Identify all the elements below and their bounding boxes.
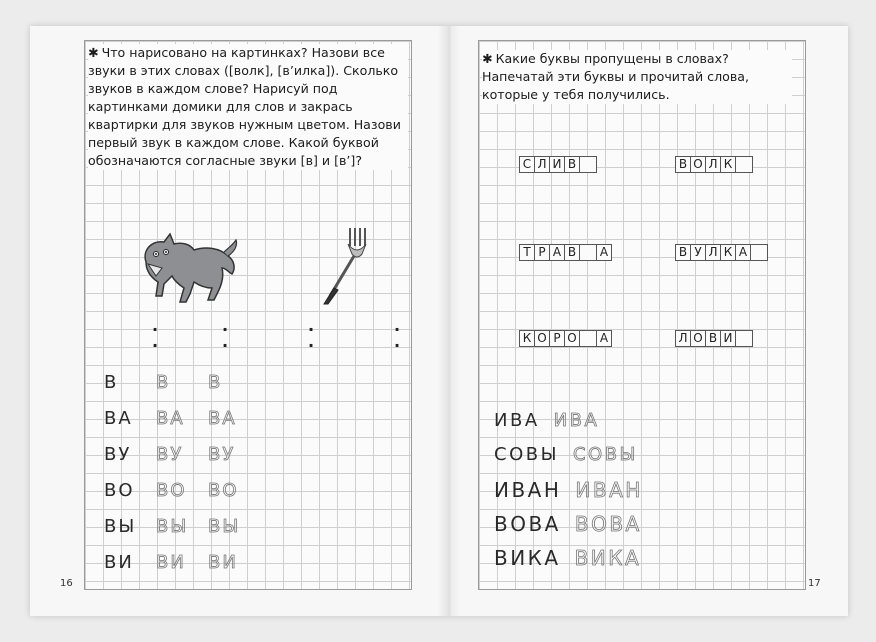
- letter-cell: С: [519, 156, 535, 173]
- sound-dot: ·: [222, 336, 229, 355]
- practice-solid: ВЫ: [104, 516, 137, 537]
- reading-solid: ИВА: [494, 410, 540, 431]
- practice-solid: ВА: [104, 408, 133, 429]
- left-page: [30, 26, 434, 616]
- practice-row: [104, 444, 260, 468]
- sound-dot: ·: [394, 336, 401, 355]
- right-task-body: Какие буквы пропущены в словах? Напечатай эти буквы и прочитай слова, которые у тебя получились.: [482, 51, 750, 102]
- sound-dot: ·: [152, 336, 159, 355]
- practice-dotted: ВО: [208, 480, 239, 501]
- reading-dotted: ВИКА: [574, 546, 642, 570]
- letter-cell: И: [549, 156, 565, 173]
- letter-cell: В: [675, 156, 691, 173]
- practice-dotted: В: [156, 372, 171, 393]
- task-star-icon: ✱: [482, 51, 493, 66]
- missing-letter-cell[interactable]: [579, 156, 597, 173]
- left-task-body: Что нарисовано на картинках? Назови все звуки в этих словах ([волк], [в’илка]). Сколько звуков в каждом слове? Нарисуй под картинками домики для слов и закрась квартирки для звуков нужным цветом. Назови первый звук в каждом слове. Какой буквой обозначаются согласные звуки [в] и [в’]?: [88, 45, 401, 168]
- sound-dot: ·: [394, 320, 401, 339]
- reading-row: [494, 546, 641, 570]
- reading-dotted: ВОВА: [574, 512, 642, 536]
- practice-row: [104, 552, 260, 576]
- practice-solid: ВИ: [104, 552, 134, 573]
- reading-solid: ИВАН: [494, 478, 562, 502]
- practice-dotted: ВУ: [156, 444, 184, 465]
- letter-cell: Р: [534, 244, 550, 261]
- practice-dotted: ВА: [156, 408, 185, 429]
- letter-cell: У: [690, 244, 706, 261]
- word-boxes: [520, 330, 612, 346]
- word-boxes: [676, 156, 753, 172]
- practice-row: [104, 516, 260, 540]
- word-boxes: [676, 244, 768, 260]
- practice-solid: ВО: [104, 480, 135, 501]
- right-page-grid: [478, 40, 806, 590]
- book-spread: [30, 26, 848, 616]
- letter-cell: О: [690, 156, 706, 173]
- practice-dotted: ВИ: [208, 552, 238, 573]
- reading-row: [494, 478, 643, 502]
- letter-cell: К: [720, 244, 736, 261]
- reading-row: [494, 444, 638, 468]
- practice-solid: ВУ: [104, 444, 132, 465]
- right-task-text: [482, 50, 792, 104]
- sound-dot: ·: [152, 320, 159, 339]
- letter-cell: И: [720, 330, 736, 347]
- letter-cell: О: [690, 330, 706, 347]
- practice-dotted: ВУ: [208, 444, 236, 465]
- reading-solid: СОВЫ: [494, 444, 559, 465]
- letter-cell: В: [705, 330, 721, 347]
- practice-row: [104, 408, 260, 432]
- word-boxes: [520, 244, 612, 260]
- sound-dot: ·: [308, 336, 315, 355]
- letter-cell: В: [564, 244, 580, 261]
- missing-letter-cell[interactable]: [750, 244, 768, 261]
- reading-dotted: ИВА: [553, 410, 600, 431]
- practice-dotted: ВА: [208, 408, 237, 429]
- letter-cell: Р: [549, 330, 565, 347]
- task-star-icon: ✱: [88, 45, 99, 60]
- reading-solid: ВИКА: [494, 546, 561, 570]
- letter-cell: Л: [705, 156, 721, 173]
- practice-dotted: В: [208, 372, 223, 393]
- sound-dot: ·: [308, 320, 315, 339]
- letter-cell: А: [596, 244, 612, 261]
- word-boxes: [676, 330, 753, 346]
- practice-dotted: ВИ: [156, 552, 186, 573]
- letter-cell: К: [519, 330, 535, 347]
- letter-cell: Т: [519, 244, 535, 261]
- sound-dot: ·: [222, 320, 229, 339]
- letter-cell: О: [534, 330, 550, 347]
- letter-cell: Л: [705, 244, 721, 261]
- wolf-illustration: [134, 222, 238, 304]
- missing-letter-cell[interactable]: [579, 244, 597, 261]
- practice-row: [104, 372, 260, 396]
- page-number: 17: [808, 578, 821, 589]
- reading-row: [494, 410, 599, 434]
- letter-cell: А: [596, 330, 612, 347]
- letter-cell: Л: [675, 330, 691, 347]
- letter-cell: В: [564, 156, 580, 173]
- right-page: [464, 26, 868, 616]
- page-number: 16: [60, 578, 73, 589]
- missing-letter-cell[interactable]: [735, 156, 753, 173]
- letter-cell: В: [675, 244, 691, 261]
- practice-dotted: ВЫ: [208, 516, 241, 537]
- letter-cell: К: [720, 156, 736, 173]
- letter-cell: Л: [534, 156, 550, 173]
- practice-solid: В: [104, 372, 119, 393]
- reading-dotted: СОВЫ: [572, 444, 638, 465]
- practice-dotted: ВЫ: [156, 516, 189, 537]
- letter-cell: А: [735, 244, 751, 261]
- word-boxes: [520, 156, 597, 172]
- fork-illustration: [320, 226, 370, 306]
- reading-dotted: ИВАН: [575, 478, 643, 502]
- letter-cell: О: [564, 330, 580, 347]
- practice-dotted: ВО: [156, 480, 187, 501]
- practice-row: [104, 480, 260, 504]
- reading-row: [494, 512, 642, 536]
- book-spine: [438, 26, 460, 616]
- letter-cell: А: [549, 244, 565, 261]
- missing-letter-cell[interactable]: [579, 330, 597, 347]
- reading-solid: ВОВА: [494, 512, 561, 536]
- missing-letter-cell[interactable]: [735, 330, 753, 347]
- left-task-text: [88, 44, 408, 170]
